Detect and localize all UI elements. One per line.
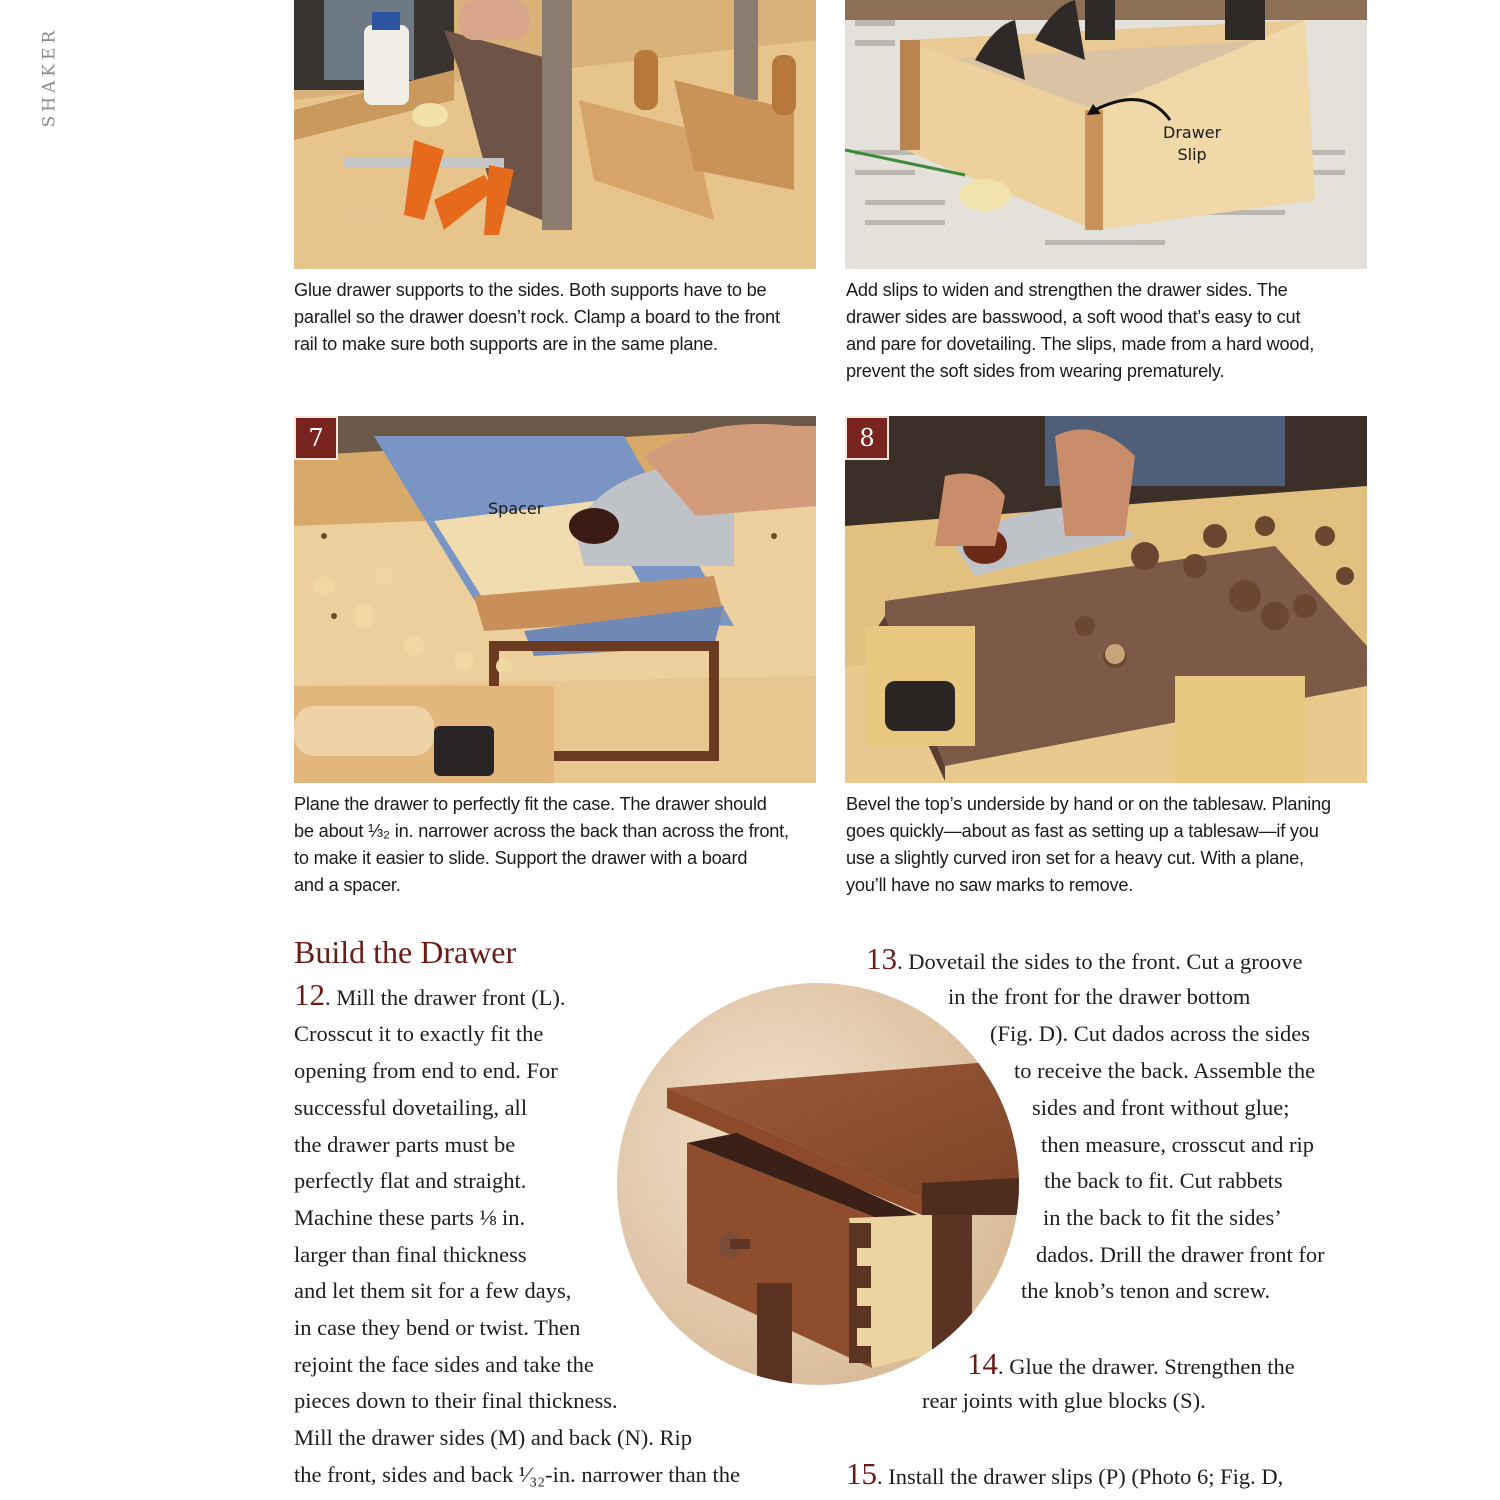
photo-number-badge: 7: [294, 416, 338, 460]
photo-image: [294, 0, 816, 269]
spacer-label: Spacer: [488, 499, 544, 518]
photo-bevel-top: [845, 416, 1367, 783]
step-12-first-line: 12. Mill the drawer front (L).: [294, 977, 566, 1012]
step-14-first-line: 14. Glue the drawer. Strengthen the: [967, 1346, 1295, 1381]
text-line: pieces down to their final thickness.: [294, 1388, 618, 1413]
text-line: sides and front without glue;: [1032, 1095, 1290, 1120]
text-line: perfectly flat and straight.: [294, 1168, 527, 1193]
text-line: in the front for the drawer bottom: [948, 984, 1251, 1009]
text-line: the back to fit. Cut rabbets: [1044, 1168, 1283, 1193]
text-line: Machine these parts ⅛ in.: [294, 1205, 526, 1230]
text-line: in case they bend or twist. Then: [294, 1315, 581, 1340]
photo-finished-drawer-circle: [617, 983, 1019, 1385]
text-line: Mill the drawer sides (M) and back (N). Rip: [294, 1425, 693, 1450]
text-line: successful dovetailing, all: [294, 1095, 528, 1120]
caption-photo-8: Bevel the top’s underside by hand or on the tablesaw. Planing goes quickly—about as fast as setting up a tablesaw—if you use a slightly curved iron set for a heavy cut. With a plane, you’ll have no saw marks to remove.: [846, 794, 1331, 895]
step-13-first-line: 13. Dovetail the sides to the front. Cut a groove: [866, 941, 1303, 976]
text-line: rear joints with glue blocks (S).: [922, 1388, 1206, 1413]
step-15-first-line: 15. Install the drawer slips (P) (Photo 6; Fig. D,: [846, 1456, 1284, 1491]
caption-photo-7: Plane the drawer to perfectly fit the case. The drawer should be about ⅓₂ in. narrower across the back than across the front, to make it easier to slide. Support the drawer with a board and a spacer.: [294, 794, 789, 895]
text-line: opening from end to end. For: [294, 1058, 558, 1083]
step-number: 14: [967, 1346, 998, 1381]
text-line: the knob’s tenon and screw.: [1021, 1278, 1271, 1303]
text-line: larger than final thickness: [294, 1242, 527, 1267]
photo-image: [617, 983, 1019, 1385]
photo-plane-drawer: [294, 416, 816, 783]
section-side-label: [34, 12, 64, 142]
side-label-text: SHAKER: [39, 26, 60, 128]
photo-drawer-slips: [845, 0, 1367, 269]
text-line: and let them sit for a few days,: [294, 1278, 572, 1303]
photo-glue-drawer-supports: [294, 0, 816, 269]
photo-number-badge: 8: [845, 416, 889, 460]
caption-photo-6: Add slips to widen and strengthen the drawer sides. The drawer sides are basswood, a soft wood that’s easy to cut and pare for dovetailing. The slips, made from a hard wood, prevent the soft sides from wearing prematurely.: [846, 280, 1315, 381]
text-line: Crosscut it to exactly fit the: [294, 1021, 544, 1046]
photo-image: [845, 416, 1367, 783]
caption-photo-5: Glue drawer supports to the sides. Both supports have to be parallel so the drawer doesn’t rock. Clamp a board to the front rail to make sure both supports are in the same plane.: [294, 280, 780, 354]
text-line: to receive the back. Assemble the: [1014, 1058, 1316, 1083]
drawer-slip-label: Drawer Slip: [1163, 123, 1222, 164]
text-line: the front, sides and back ¹⁄₃₂-in. narrower than the: [294, 1462, 741, 1487]
text-line: rejoint the face sides and take the: [294, 1352, 594, 1377]
text-line: then measure, crosscut and rip: [1041, 1132, 1315, 1157]
section-heading: Build the Drawer: [294, 934, 517, 970]
text-line: in the back to fit the sides’: [1043, 1205, 1282, 1230]
text-line: (Fig. D). Cut dados across the sides: [990, 1021, 1310, 1046]
step-number: 12: [294, 977, 325, 1012]
text-line: dados. Drill the drawer front for: [1036, 1242, 1325, 1267]
photo-image: [294, 416, 816, 783]
step-number: 15: [846, 1456, 877, 1491]
text-line: the drawer parts must be: [294, 1132, 516, 1157]
photo-image: [845, 0, 1367, 269]
step-number: 13: [866, 941, 897, 976]
